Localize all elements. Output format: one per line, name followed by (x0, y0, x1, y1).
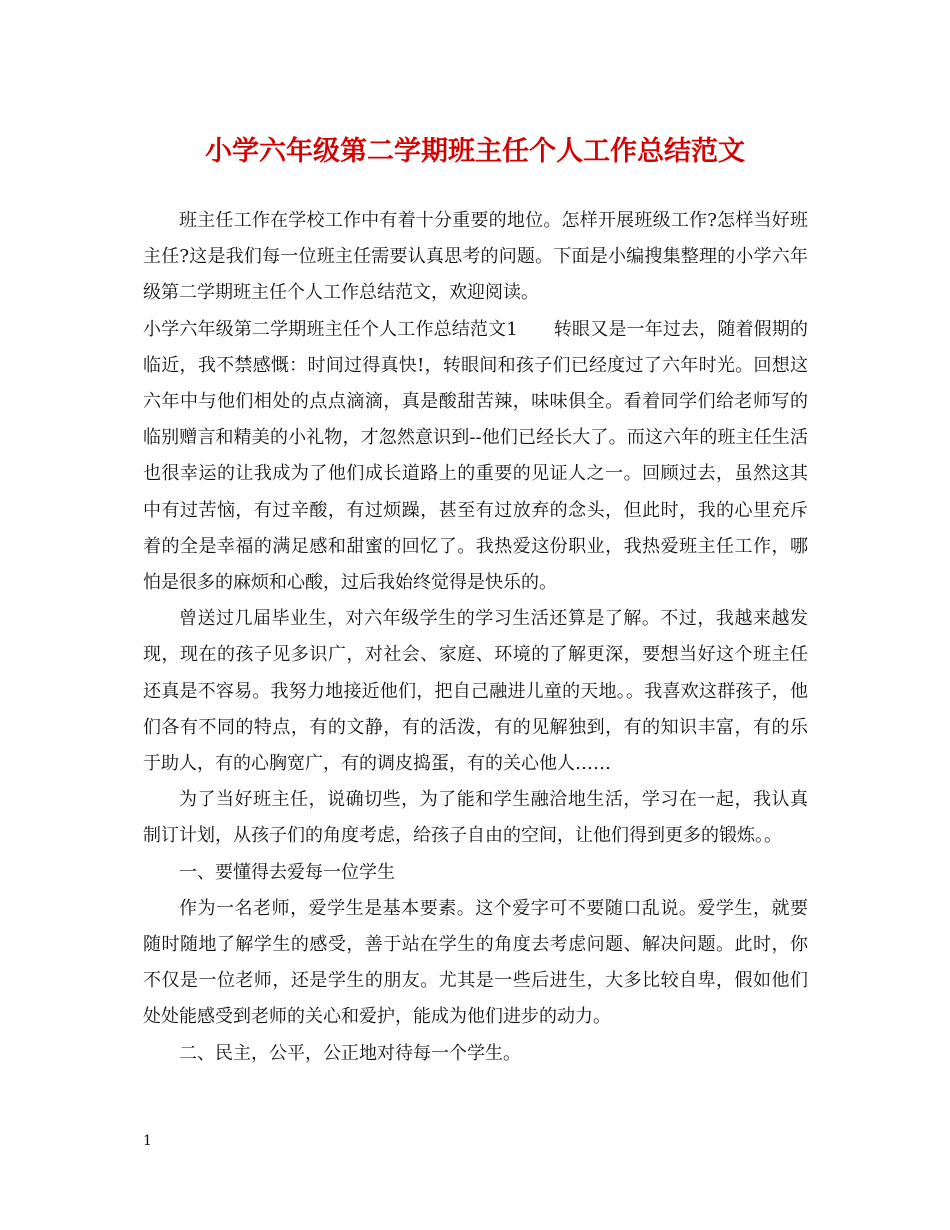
heading-2: 二、民主，公平，公正地对待每一个学生。 (179, 1042, 521, 1064)
section-paragraph (143, 312, 808, 602)
intro-paragraph: 班主任工作在学校工作中有着十分重要的地位。怎样开展班级工作?怎样当好班主任?这是我们每一位班主任需要认真思考的问题。下面是小编搜集整理的小学六年级第二学期班主任个人工作总结范文，欢迎阅读。 (143, 210, 808, 304)
paragraph-1: 转眼又是一年过去，随着假期的临近，我不禁感慨：时间过得真快!，转眼间和孩子们已经度过了六年时光。回想这六年中与他们相处的点点滴滴，真是酸甜苦辣，味味俱全。看着同学们给老师写的临别赠言和精美的小礼物，才忽然意识到--他们已经长大了。而这六年的班主任生活也很幸运的让我成为了他们成长道路上的重要的见证人之一。回顾过去，虽然这其中有过苦恼，有过辛酸，有过烦躁，甚至有过放弃的念头，但此时，我的心里充斥着的全是幸福的满足感和甜蜜的回忆了。我热爱这份职业，我热爱班主任工作，哪怕是很多的麻烦和心酸，过后我始终觉得是快乐的。 (143, 318, 809, 594)
page-number: 1 (143, 1133, 152, 1149)
heading-1: 一、要懂得去爱每一位学生 (179, 861, 395, 883)
section-label: 小学六年级第二学期班主任个人工作总结范文1 (143, 318, 518, 340)
document-title: 小学六年级第二学期班主任个人工作总结范文 (205, 136, 745, 167)
paragraph-3: 为了当好班主任，说确切些，为了能和学生融洽地生活，学习在一起，我认真制订计划，从孩子们的角度考虑，给孩子自由的空间，让他们得到更多的锻炼。。 (143, 789, 808, 847)
paragraph-4: 作为一名老师，爱学生是基本要素。这个爱字可不要随口乱说。爱学生，就要随时随地了解学生的感受，善于站在学生的角度去考虑问题、解决问题。此时，你不仅是一位老师，还是学生的朋友。尤其是一些后进生，大多比较自卑，假如他们处处能感受到老师的关心和爱护，能成为他们进步的动力。 (143, 897, 808, 1028)
paragraph-2: 曾送过几届毕业生，对六年级学生的学习生活还算是了解。不过，我越来越发现，现在的孩子见多识广，对社会、家庭、环境的了解更深，要想当好这个班主任还真是不容易。我努力地接近他们，把自己融进儿童的天地。。我喜欢这群孩子，他们各有不同的特点，有的文静，有的活泼，有的见解独到，有的知识丰富，有的乐于助人，有的心胸宽广，有的调皮捣蛋，有的关心他人…… (143, 608, 808, 775)
document-body (143, 203, 808, 1072)
